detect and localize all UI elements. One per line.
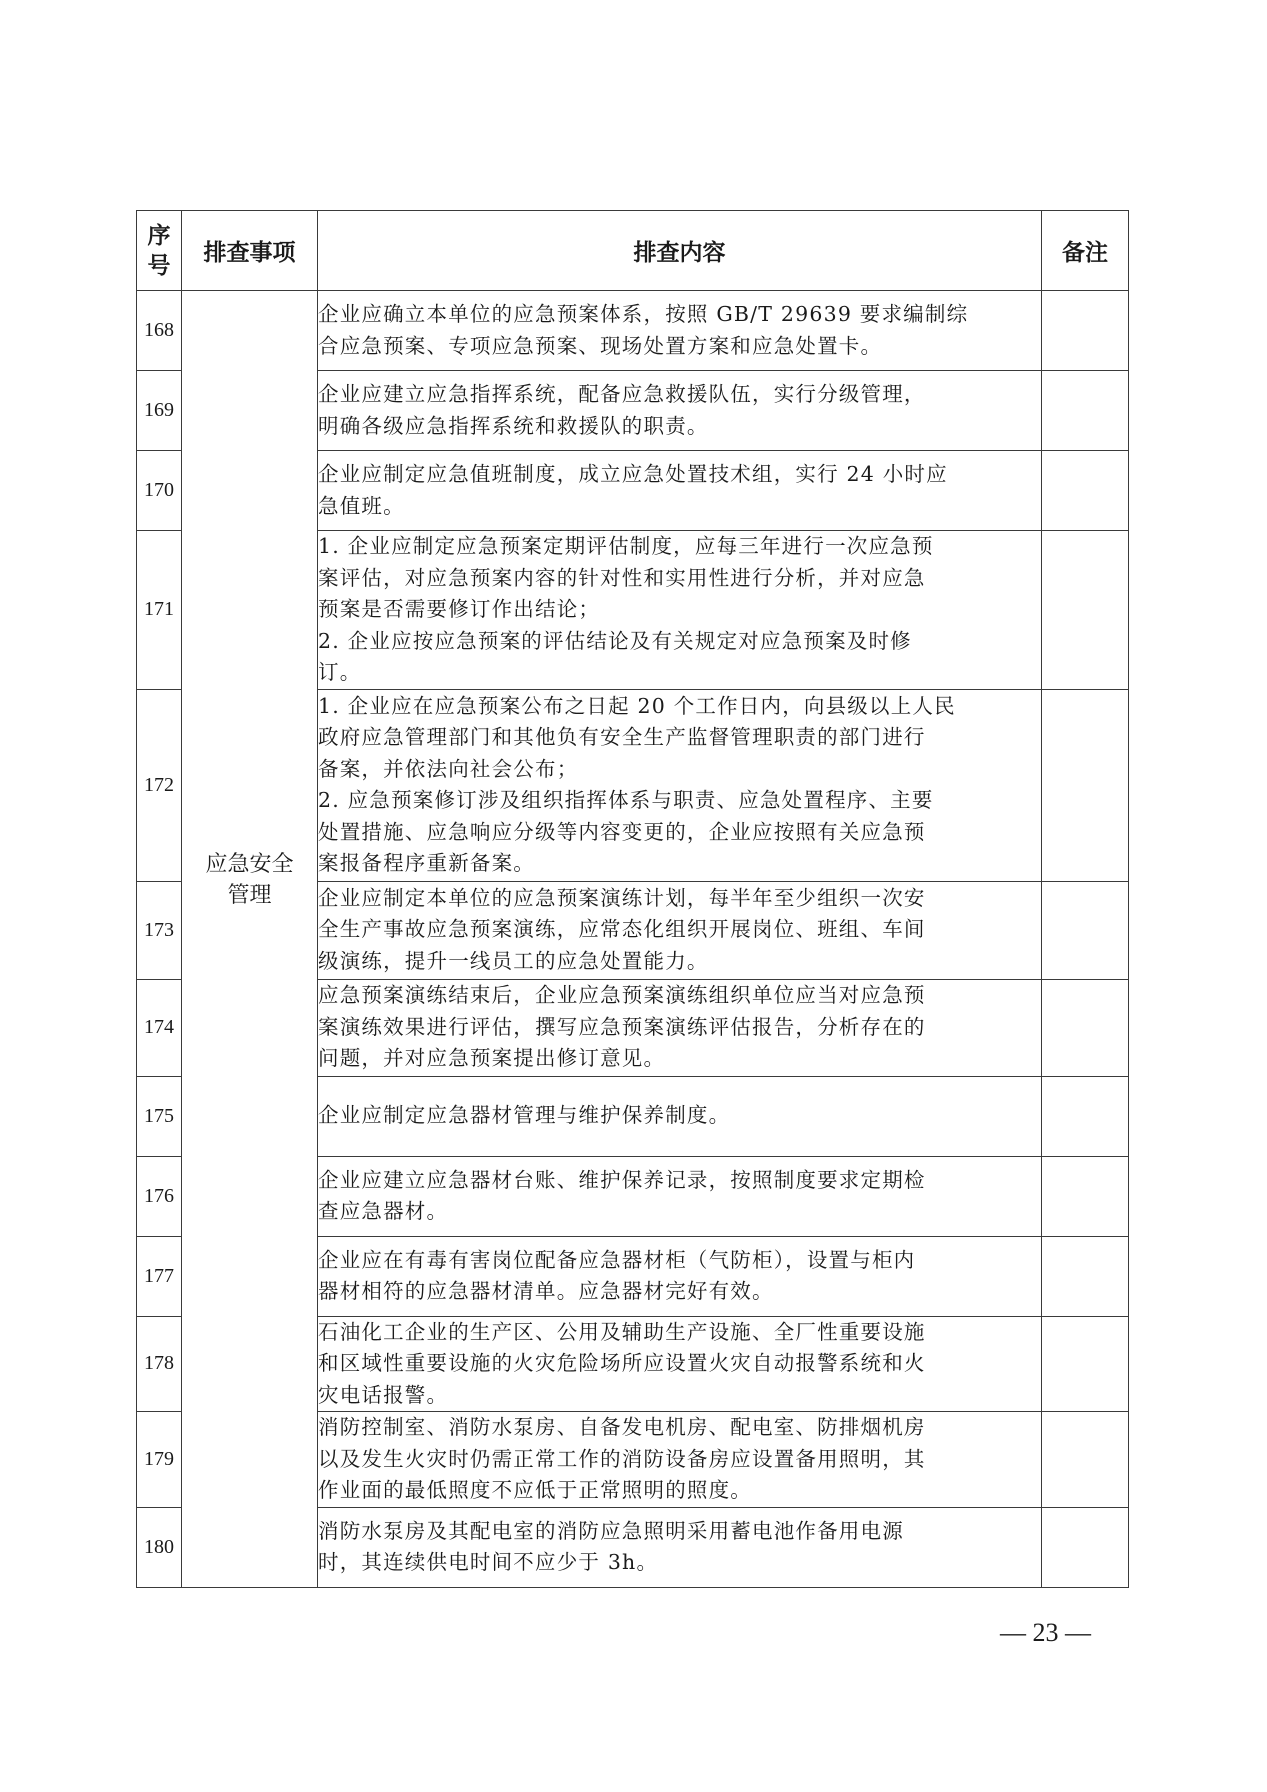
content-line: 和区域性重要设施的火灾危险场所应设置火灾自动报警系统和火 [318,1351,926,1375]
table-row [137,291,1129,371]
row-content [318,531,1042,690]
row-note [1042,291,1129,371]
row-note [1042,1507,1129,1587]
content-line: 器材相符的应急器材清单。应急器材完好有效。 [318,1279,774,1303]
content-line: 2. 应急预案修订涉及组织指挥体系与职责、应急处置程序、主要 [318,788,934,812]
row-content [318,371,1042,451]
content-line: 以及发生火灾时仍需正常工作的消防设备房应设置备用照明，其 [318,1446,926,1471]
content-line: 企业应确立本单位的应急预案体系，按照 GB/T 29639 要求编制综 [318,302,969,326]
content-line: 企业应制定应急器材管理与维护保养制度。 [318,1103,731,1128]
content-line: 问题，并对应急预案提出修订意见。 [318,1046,666,1071]
content-line: 作业面的最低照度不应低于正常照明的照度。 [318,1478,752,1502]
inspection-table [136,210,1129,1588]
row-content [318,451,1042,531]
row-content [318,881,1042,979]
content-line: 石油化工企业的生产区、公用及辅助生产设施、全厂性重要设施 [318,1319,926,1344]
row-note [1042,881,1129,979]
header-note: 备注 [1042,211,1129,291]
row-number: 175 [137,1076,182,1156]
content-line: 明确各级应急指挥系统和救援队的职责。 [318,413,709,438]
row-note [1042,979,1129,1076]
content-line: 级演练，提升一线员工的应急处置能力。 [318,948,709,973]
content-line: 企业应建立应急器材台账、维护保养记录，按照制度要求定期检 [318,1167,926,1192]
row-number: 168 [137,291,182,371]
category-line1: 应急安全 [205,851,294,877]
category-line2: 管理 [227,882,272,908]
content-line: 灾电话报警。 [318,1382,449,1407]
row-number: 174 [137,979,182,1076]
content-line: 处置措施、应急响应分级等内容变更的，企业应按照有关应急预 [318,819,926,844]
content-line: 企业应制定本单位的应急预案演练计划，每半年至少组织一次安 [318,885,926,910]
content-line: 政府应急管理部门和其他负有安全生产监督管理职责的部门进行 [318,725,926,749]
header-item: 排查事项 [182,211,318,291]
row-number: 176 [137,1156,182,1236]
content-line: 消防控制室、消防水泵房、自备发电机房、配电室、防排烟机房 [318,1415,926,1439]
content-line: 企业应在有毒有害岗位配备应急器材柜（气防柜），设置与柜内 [318,1247,916,1272]
content-line: 急值班。 [318,493,405,518]
row-content [318,689,1042,881]
row-number: 178 [137,1316,182,1412]
content-line: 消防水泵房及其配电室的消防应急照明采用蓄电池作备用电源 [318,1518,904,1543]
row-number: 173 [137,881,182,979]
content-line: 案演练效果进行评估，撰写应急预案演练评估报告，分析存在的 [318,1014,926,1039]
table-body [137,291,1129,1588]
content-line: 案报备程序重新备案。 [318,851,535,875]
row-note [1042,451,1129,531]
content-line: 企业应制定应急值班制度，成立应急处置技术组，实行 24 小时应 [318,462,948,486]
row-content [318,1412,1042,1508]
row-note [1042,1412,1129,1508]
header-content: 排查内容 [318,211,1042,291]
content-line: 预案是否需要修订作出结论； [318,597,601,621]
row-content [318,1156,1042,1236]
row-content [318,1236,1042,1316]
content-line: 订。 [318,660,362,684]
header-seq-line2: 号 [147,252,171,279]
header-seq [137,211,182,291]
row-note [1042,531,1129,690]
row-content [318,1507,1042,1587]
row-note [1042,1236,1129,1316]
row-number: 177 [137,1236,182,1316]
row-note [1042,371,1129,451]
row-note [1042,1076,1129,1156]
content-line: 备案，并依法向社会公布； [318,756,579,781]
page-number: — 23 — [1000,1618,1091,1647]
row-content [318,1076,1042,1156]
content-line: 全生产事故应急预案演练，应常态化组织开展岗位、班组、车间 [318,917,926,942]
row-number: 171 [137,531,182,690]
row-content [318,291,1042,371]
row-number: 169 [137,371,182,451]
row-number: 179 [137,1412,182,1508]
content-line: 2. 企业应按应急预案的评估结论及有关规定对应急预案及时修 [318,628,912,653]
row-number: 170 [137,451,182,531]
content-line: 1. 企业应制定应急预案定期评估制度，应每三年进行一次应急预 [318,534,934,558]
row-note [1042,689,1129,881]
content-line: 案评估，对应急预案内容的针对性和实用性进行分析，并对应急 [318,565,926,590]
category-cell [182,291,318,1588]
content-line: 合应急预案、专项应急预案、现场处置方案和应急处置卡。 [318,333,883,358]
content-line: 时，其连续供电时间不应少于 3h。 [318,1550,659,1574]
row-note [1042,1156,1129,1236]
content-line: 1. 企业应在应急预案公布之日起 20 个工作日内，向县级以上人民 [318,693,956,718]
row-content [318,1316,1042,1412]
row-content [318,979,1042,1076]
row-number: 180 [137,1507,182,1587]
row-note [1042,1316,1129,1412]
content-line: 应急预案演练结束后，企业应急预案演练组织单位应当对应急预 [318,983,926,1008]
content-line: 企业应建立应急指挥系统，配备应急救援队伍，实行分级管理， [318,382,926,406]
header-row [137,211,1129,291]
content-line: 查应急器材。 [318,1199,449,1223]
row-number: 172 [137,689,182,881]
header-seq-line1: 序 [147,222,171,249]
